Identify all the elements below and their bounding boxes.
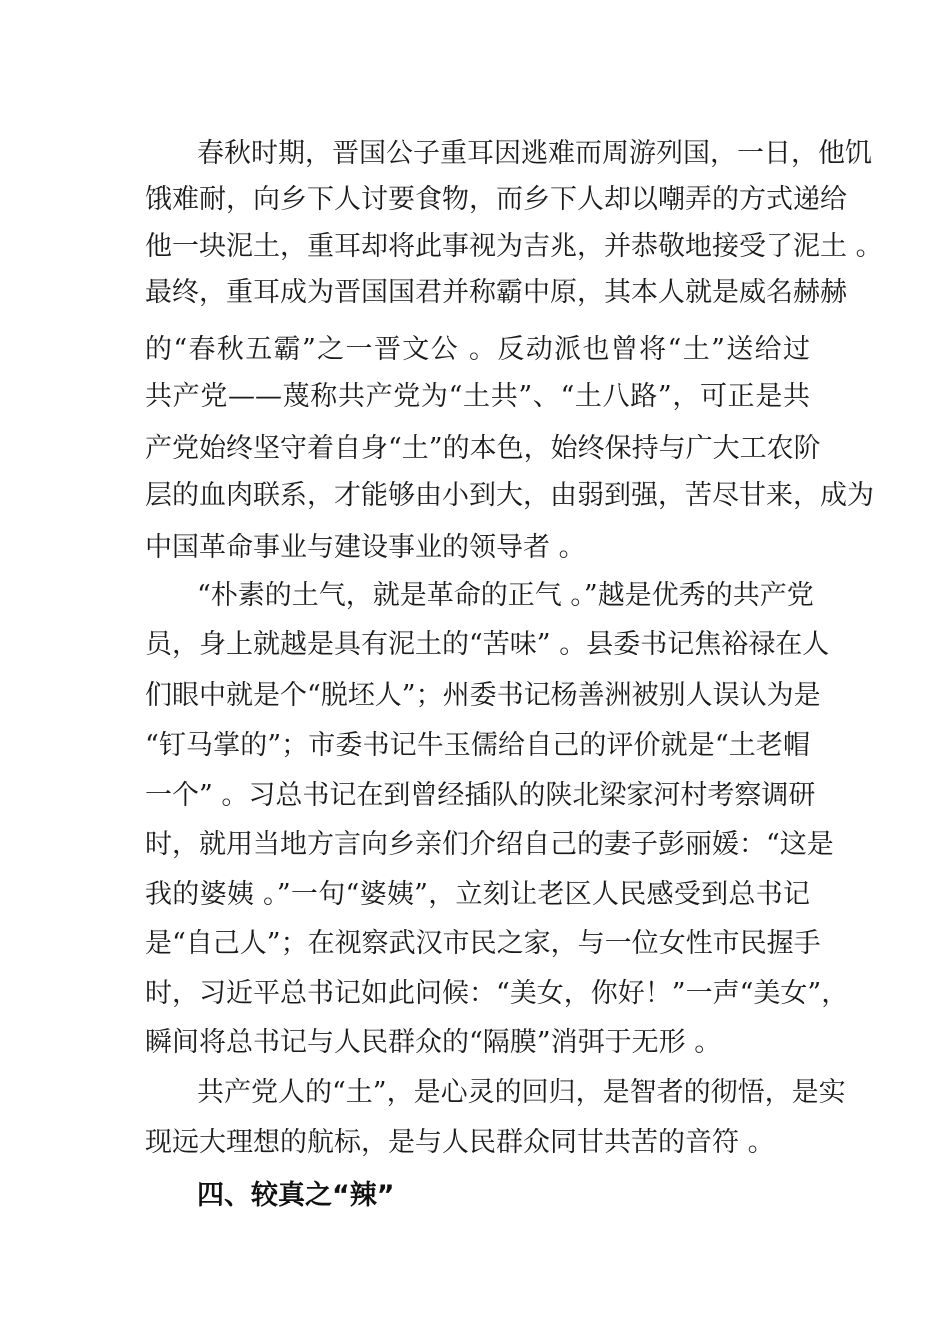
paragraph-2-line-9: 时，习近平总书记如此问候：“美女，你好！”一声“美女”， (145, 978, 849, 1009)
paragraph-1-line-2: 饿难耐，向乡下人讨要食物，而乡下人却以嘲弄的方式递给 (145, 184, 847, 215)
paragraph-2-line-10: 瞬间将总书记与人民群众的“隔膜”消弭于无形 。 (145, 1027, 722, 1058)
paragraph-1-line-4: 最终，重耳成为晋国国君并称霸中原，其本人就是威名赫赫 (145, 277, 847, 308)
paragraph-1-line-1: 春秋时期，晋国公子重耳因逃难而周游列国，一日，他饥 (197, 138, 872, 169)
paragraph-1-line-7: 产党始终坚守着自身“土”的本色，始终保持与广大工农阶 (145, 433, 821, 464)
paragraph-2-line-7: 我的婆姨 。”一句“婆姨”，立刻让老区人民感受到总书记 (145, 879, 810, 910)
paragraph-1-line-8: 层的血肉联系，才能够由小到大，由弱到强，苦尽甘来，成为 (145, 480, 874, 511)
paragraph-2-line-3: 们眼中就是个“脱坯人”；州委书记杨善洲被别人误认为是 (145, 680, 821, 711)
section-heading: 四、较真之“辣” (197, 1180, 395, 1211)
paragraph-1-line-6: 共产党——蔑称共产党为“土共”、“土八路”，可正是共 (145, 381, 810, 412)
paragraph-1-line-5: 的“春秋五霸”之一晋文公 。反动派也曾将“土”送给过 (145, 334, 810, 365)
paragraph-2-line-1: “朴素的土气，就是革命的正气 。”越是优秀的共产党 (197, 580, 814, 611)
paragraph-2-line-2: 员，身上就越是具有泥土的“苦味” 。县委书记焦裕禄在人 (145, 629, 830, 660)
paragraph-1-line-3: 他一块泥土，重耳却将此事视为吉兆，并恭敬地接受了泥土 。 (145, 231, 883, 262)
paragraph-2-line-8: 是“自己人”；在视察武汉市民之家，与一位女性市民握手 (145, 928, 821, 959)
paragraph-3-line-2: 现远大理想的航标，是与人民群众同甘共苦的音符 。 (145, 1127, 775, 1158)
paragraph-2-line-5: 一个” 。习总书记在到曾经插队的陕北梁家河村考察调研 (145, 780, 816, 811)
paragraph-2-line-4: “钉马掌的”；市委书记牛玉儒给自己的评价就是“土老帽 (145, 730, 810, 761)
paragraph-2-line-6: 时，就用当地方言向乡亲们介绍自己的妻子彭丽媛：“这是 (145, 829, 834, 860)
paragraph-1-line-9: 中国革命事业与建设事业的领导者 。 (145, 532, 586, 563)
paragraph-3-line-1: 共产党人的“土”，是心灵的回归，是智者的彻悟，是实 (197, 1077, 846, 1108)
